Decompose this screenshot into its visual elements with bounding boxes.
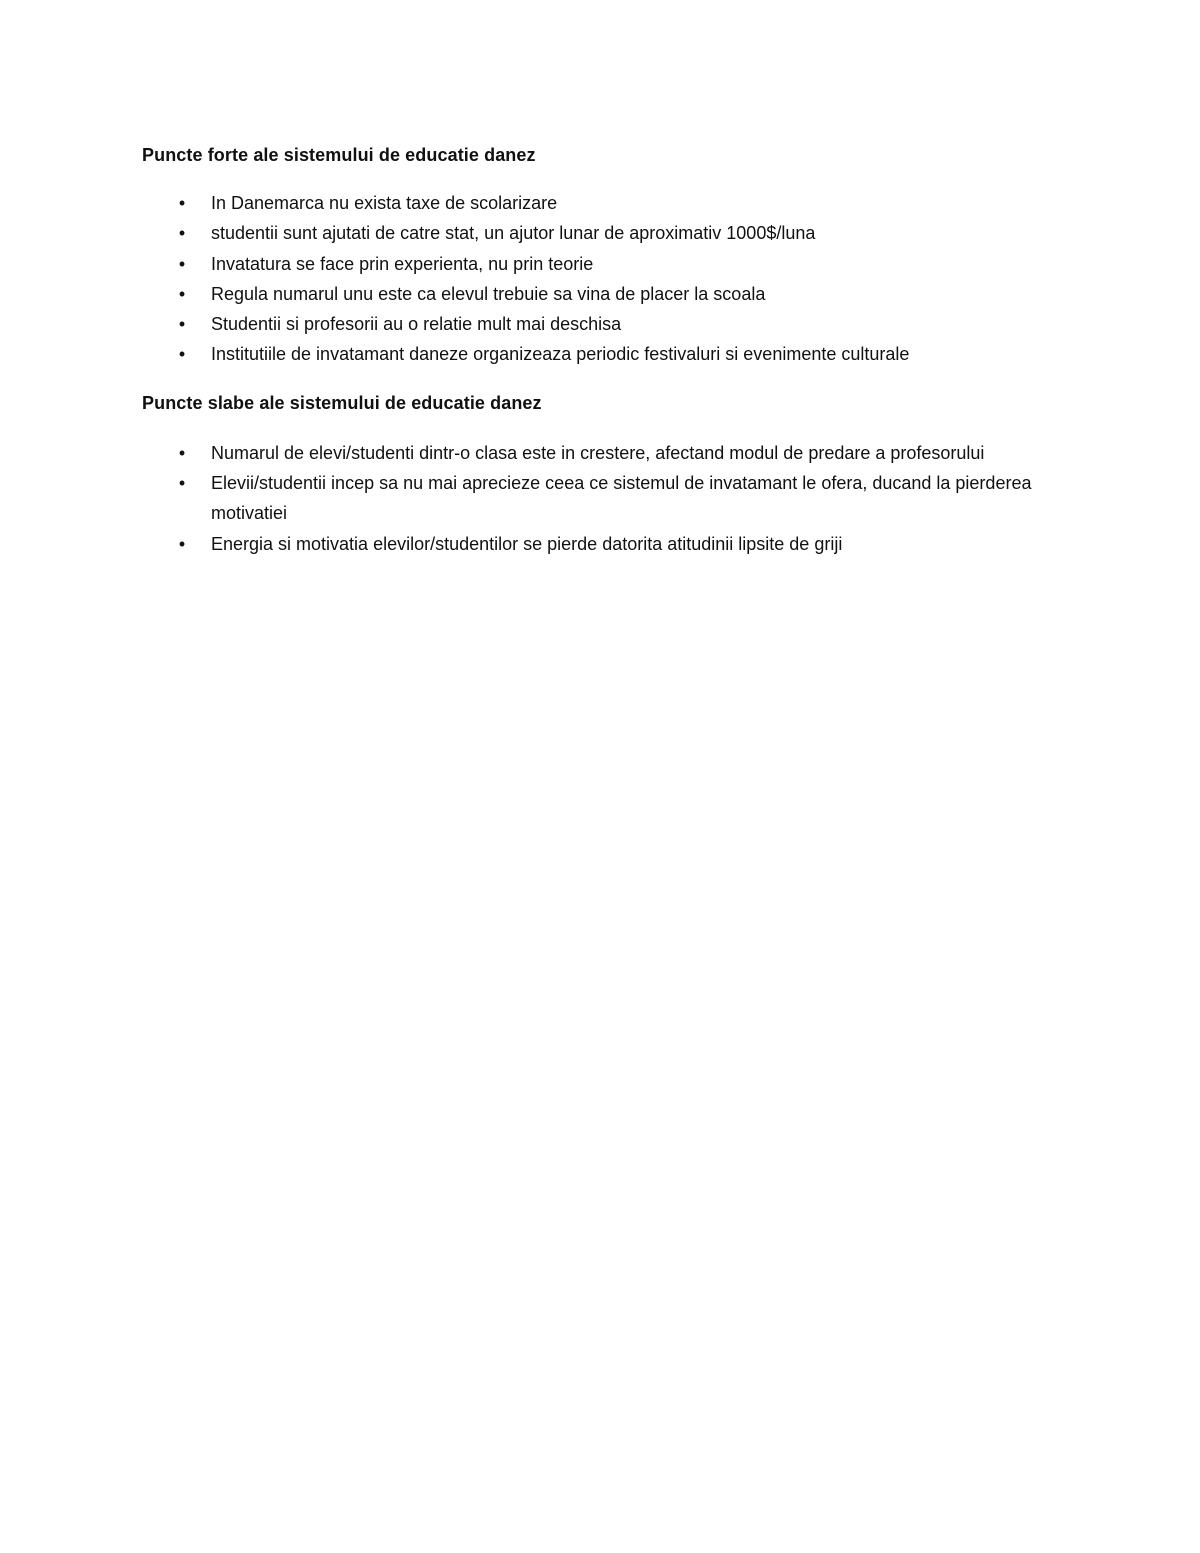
bullet-icon: • [178,193,186,213]
list-item-text: In Danemarca nu exista taxe de scolarizare [211,193,558,213]
list-item [142,188,1062,218]
bullet-icon: • [178,533,186,554]
list-item [142,468,1062,529]
list-item [142,339,1062,369]
document-content [142,140,1062,559]
list-item [142,438,1062,468]
list-item-text: Energia si motivatia elevilor/studentilor se pierde datorita atitudinii lipsite de griji [211,533,843,554]
list-item-text: Elevii/studentii incep sa nu mai aprecieze ceea ce sistemul de invatamant le ofera, ducand la pierderea motivatiei [211,473,1032,524]
list-item [142,249,1062,279]
list-item-text: Studentii si profesorii au o relatie mult mai deschisa [211,314,622,335]
list-item-text: studentii sunt ajutati de catre stat, un ajutor lunar de aproximativ 1000$/luna [211,223,816,244]
weaknesses-list [142,438,1062,559]
bullet-icon: • [178,253,186,274]
strengths-heading: Puncte forte ale sistemului de educatie danez [142,145,536,165]
list-item [142,218,1062,248]
list-item-text: Numarul de elevi/studenti dintr-o clasa este in crestere, afectand modul de predare a profesorului [211,442,985,463]
bullet-icon: • [178,442,186,463]
bullet-icon: • [178,283,186,304]
list-item [142,309,1062,339]
bullet-icon: • [178,314,186,335]
strengths-section [142,140,1062,370]
weaknesses-heading: Puncte slabe ale sistemului de educatie danez [142,392,542,413]
bullet-icon: • [178,344,186,365]
list-item [142,279,1062,309]
list-item-text: Invatatura se face prin experienta, nu prin teorie [211,253,594,274]
list-item-text: Regula numarul unu este ca elevul trebuie sa vina de placer la scoala [211,283,766,304]
list-item-text: Institutiile de invatamant daneze organizeaza periodic festivaluri si evenimente culturale [211,344,910,365]
bullet-icon: • [178,223,186,244]
bullet-icon: • [178,473,186,494]
strengths-list [142,188,1062,370]
list-item [142,529,1062,559]
weaknesses-section [142,388,1062,559]
